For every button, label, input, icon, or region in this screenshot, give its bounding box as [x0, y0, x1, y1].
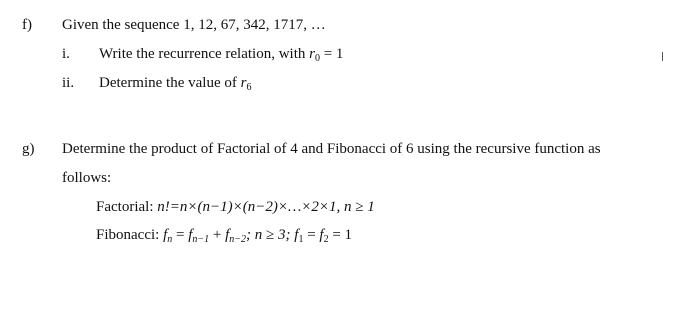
- fib-f1-var: f: [294, 227, 299, 243]
- item-i-sub: 0: [314, 53, 320, 64]
- question-f-prompt: Given the sequence 1, 12, 67, 342, 1717, …: [62, 17, 326, 33]
- fib-lhs-sub: n: [167, 234, 173, 245]
- fib-term2-var: f: [225, 227, 230, 243]
- fib-term2-sub: n−2: [229, 234, 247, 245]
- factorial-formula: n!=n×(n−1)×(n−2)×…×2×1, n ≥ 1: [157, 199, 375, 215]
- fib-term1-sub: n−1: [192, 234, 210, 245]
- item-i-rest: = 1: [319, 46, 344, 62]
- fib-one: 1: [344, 227, 353, 243]
- fib-f2-var: f: [319, 227, 324, 243]
- fibonacci-formula-line: [96, 227, 352, 244]
- fibonacci-label: Fibonacci:: [96, 227, 164, 243]
- item-ii-var: r: [240, 75, 247, 91]
- fib-eq-2: =: [303, 227, 320, 243]
- item-i-numeral: i.: [62, 46, 70, 62]
- question-g-prompt-line2: follows:: [62, 170, 112, 186]
- item-ii-body: Determine the value of: [99, 75, 241, 91]
- fib-condition: ; n ≥ 3;: [246, 227, 295, 243]
- question-g-label: g): [22, 141, 35, 157]
- fib-plus: +: [209, 227, 226, 243]
- question-f-label: f): [22, 17, 32, 33]
- item-ii-sub: 6: [246, 82, 252, 93]
- fib-f2-sub: 2: [323, 234, 329, 245]
- factorial-label: Factorial:: [96, 199, 158, 215]
- fib-lhs-var: f: [163, 227, 168, 243]
- item-ii-text: [99, 75, 251, 92]
- factorial-formula-line: [96, 199, 375, 216]
- question-g-prompt-line1: Determine the product of Factorial of 4 and Fibonacci of 6 using the recursive function as: [62, 141, 601, 157]
- fib-eq-3: =: [328, 227, 345, 243]
- fib-term1-var: f: [188, 227, 193, 243]
- item-ii-numeral: ii.: [62, 75, 75, 91]
- margin-mark: [662, 52, 663, 61]
- item-i-text: [99, 46, 343, 63]
- item-i-body: Write the recurrence relation, with: [99, 46, 310, 62]
- fib-eq-1: =: [172, 227, 189, 243]
- fib-f1-sub: 1: [298, 234, 304, 245]
- item-i-var: r: [309, 46, 315, 62]
